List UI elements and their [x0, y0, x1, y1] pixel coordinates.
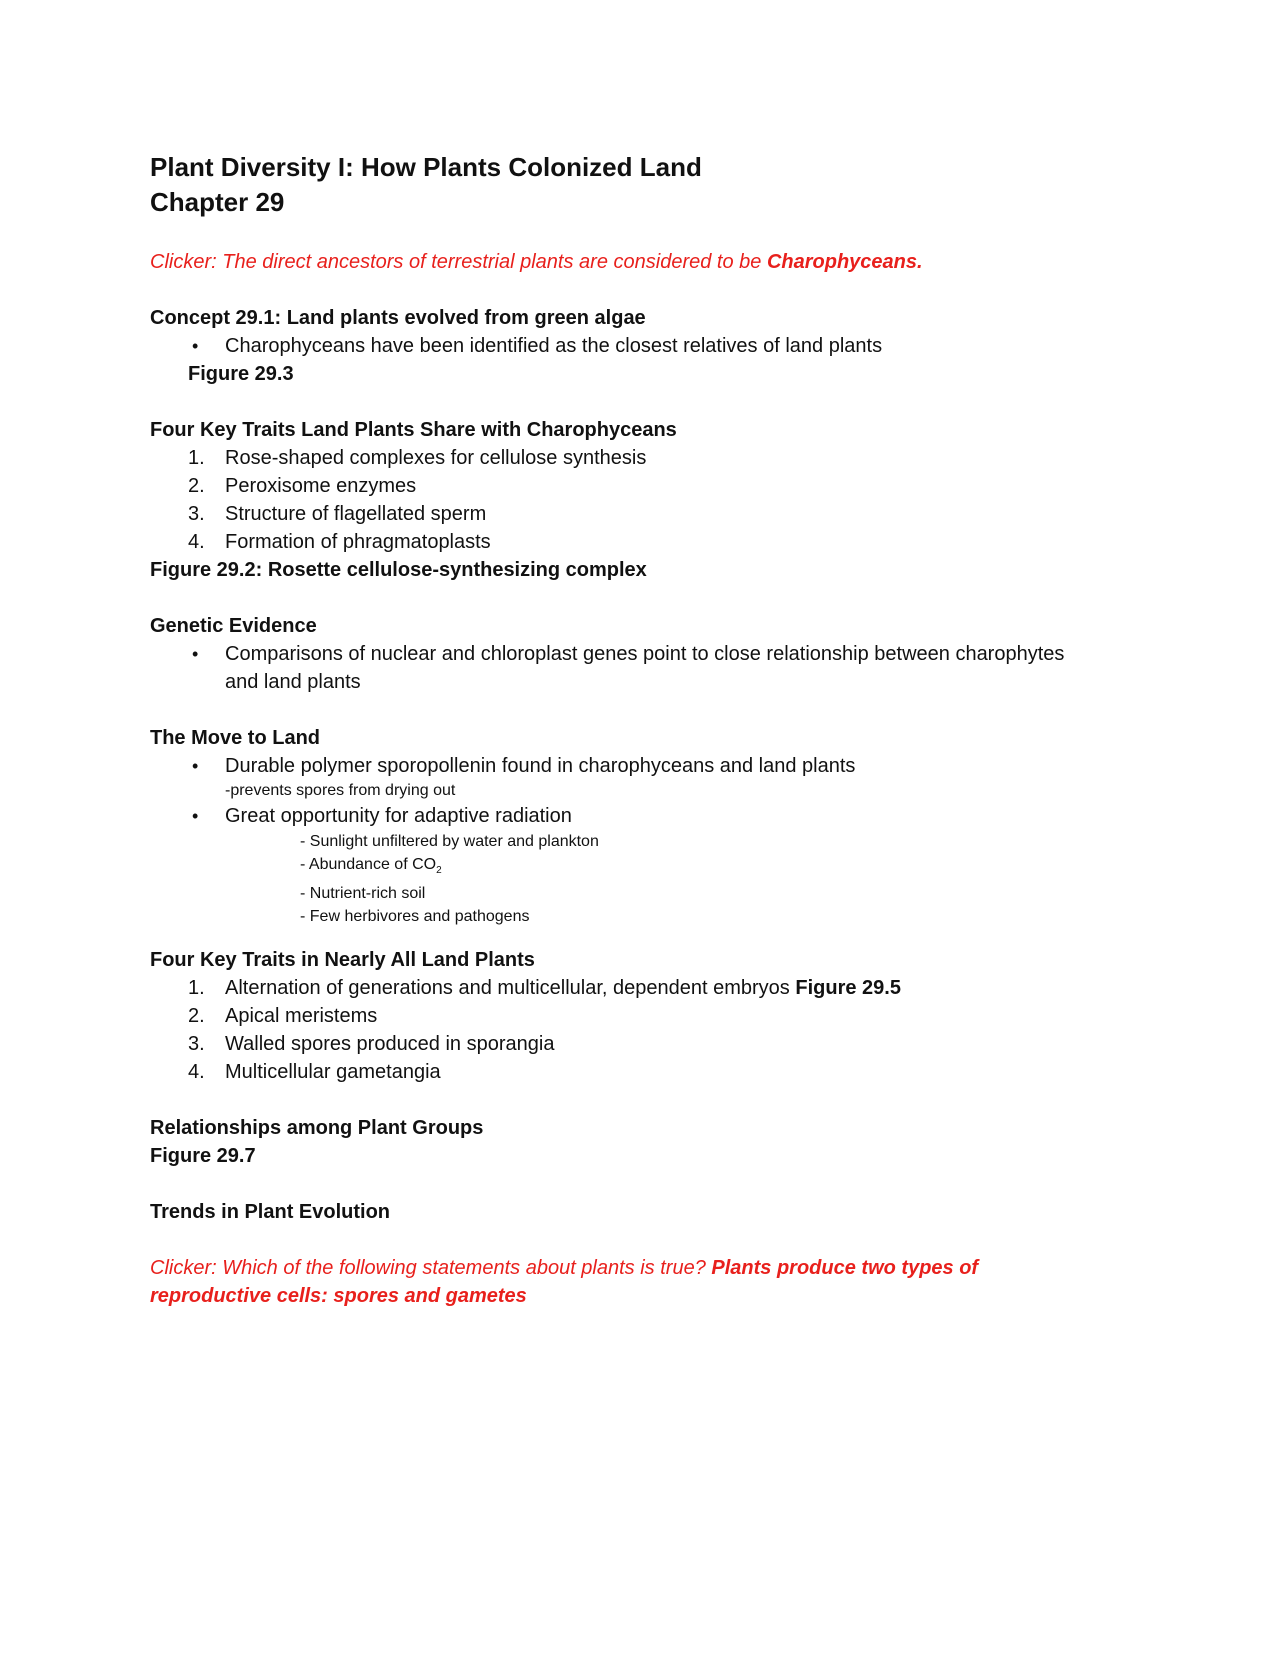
list-number: 2.: [188, 1005, 205, 1028]
list-number: 4.: [188, 531, 205, 553]
list-number: 1.: [188, 977, 205, 1000]
traits-charo-item-4-text: Formation of phragmatoplasts: [225, 531, 491, 553]
move-bullet-1: [150, 752, 1130, 780]
concept-bullet-text: Charophyceans have been identified as the closest relatives of land plants: [225, 335, 883, 357]
traits-charo-item-1: [150, 444, 1130, 472]
bullet-icon: •: [192, 756, 199, 776]
bullet-icon: •: [192, 336, 199, 356]
list-number: 2.: [188, 475, 205, 497]
traits-all-item-1: [150, 974, 1130, 1002]
traits-charo-item-2-text: Peroxisome enzymes: [225, 475, 417, 497]
clicker-question-1: [150, 248, 1130, 276]
clicker-2-text: Clicker: Which of the following statements about plants is true?: [150, 1257, 712, 1280]
genetic-bullet: [150, 640, 1130, 696]
clicker-2-answer-line-2: reproductive cells: spores and gametes: [150, 1285, 527, 1308]
genetic-heading: Genetic Evidence: [150, 615, 317, 637]
traits-charo-item-4: [150, 528, 1130, 556]
traits-charo-figure: Figure 29.2: Rosette cellulose-synthesizing complex: [150, 559, 647, 581]
traits-all-item-4-text: Multicellular gametangia: [225, 1061, 441, 1084]
genetic-bullet-line-2: and land plants: [225, 671, 361, 693]
traits-all-item-4: [150, 1058, 1130, 1086]
clicker-1-answer: Charophyceans.: [766, 251, 923, 273]
document-page: [150, 150, 1130, 1310]
clicker-1-text: Clicker: The direct ancestors of terrestrial plants are considered to be: [150, 251, 767, 273]
relationships-heading: Relationships among Plant Groups: [150, 1117, 484, 1140]
trends-heading: Trends in Plant Evolution: [150, 1201, 391, 1224]
traits-all-item-1-figure: Figure 29.5: [795, 977, 901, 1000]
traits-charo-heading: Four Key Traits Land Plants Share with Charophyceans: [150, 419, 677, 441]
concept-heading: Concept 29.1: Land plants evolved from green algae: [150, 307, 646, 329]
move-sub-2: [150, 853, 1130, 882]
concept-bullet: [150, 332, 1130, 360]
list-number: 1.: [188, 447, 205, 469]
chapter-title: Chapter 29: [150, 187, 285, 217]
move-bullet-1-text: Durable polymer sporopollenin found in charophyceans and land plants: [225, 755, 856, 777]
document-title: Plant Diversity I: How Plants Colonized Land: [150, 152, 702, 182]
traits-all-item-1-text: Alternation of generations and multicellular, dependent embryos: [225, 977, 796, 1000]
traits-all-item-2: [150, 1002, 1130, 1030]
move-note: -prevents spores from drying out: [225, 782, 456, 799]
move-heading: The Move to Land: [150, 727, 320, 749]
move-sub-3: - Nutrient-rich soil: [300, 885, 426, 903]
move-bullet-2-text: Great opportunity for adaptive radiation: [225, 805, 572, 827]
traits-charo-item-3-text: Structure of flagellated sperm: [225, 503, 487, 525]
bullet-icon: •: [192, 806, 199, 826]
move-bullet-2: [150, 802, 1130, 830]
traits-charo-item-1-text: Rose-shaped complexes for cellulose synthesis: [225, 447, 647, 469]
traits-charo-item-3: [150, 500, 1130, 528]
list-number: 3.: [188, 1033, 205, 1056]
bullet-icon: •: [192, 644, 199, 664]
list-number: 4.: [188, 1061, 205, 1084]
traits-all-item-2-text: Apical meristems: [225, 1005, 378, 1028]
concept-figure: Figure 29.3: [188, 363, 294, 385]
list-number: 3.: [188, 503, 205, 525]
move-sub-1: - Sunlight unfiltered by water and plankton: [300, 833, 599, 850]
move-sub-4: - Few herbivores and pathogens: [300, 908, 530, 926]
traits-all-item-3-text: Walled spores produced in sporangia: [225, 1033, 555, 1056]
relationships-figure: Figure 29.7: [150, 1145, 256, 1168]
genetic-bullet-line-1: Comparisons of nuclear and chloroplast genes point to close relationship between charophytes: [225, 643, 1065, 665]
traits-charo-item-2: [150, 472, 1130, 500]
traits-all-heading: Four Key Traits in Nearly All Land Plants: [150, 949, 535, 972]
clicker-question-2: [150, 1254, 1130, 1310]
co2-subscript: 2: [436, 865, 442, 877]
move-sub-2-text: - Abundance of CO: [300, 856, 437, 873]
clicker-2-answer-line-1: Plants produce two types of: [711, 1257, 979, 1280]
traits-all-item-3: [150, 1030, 1130, 1058]
